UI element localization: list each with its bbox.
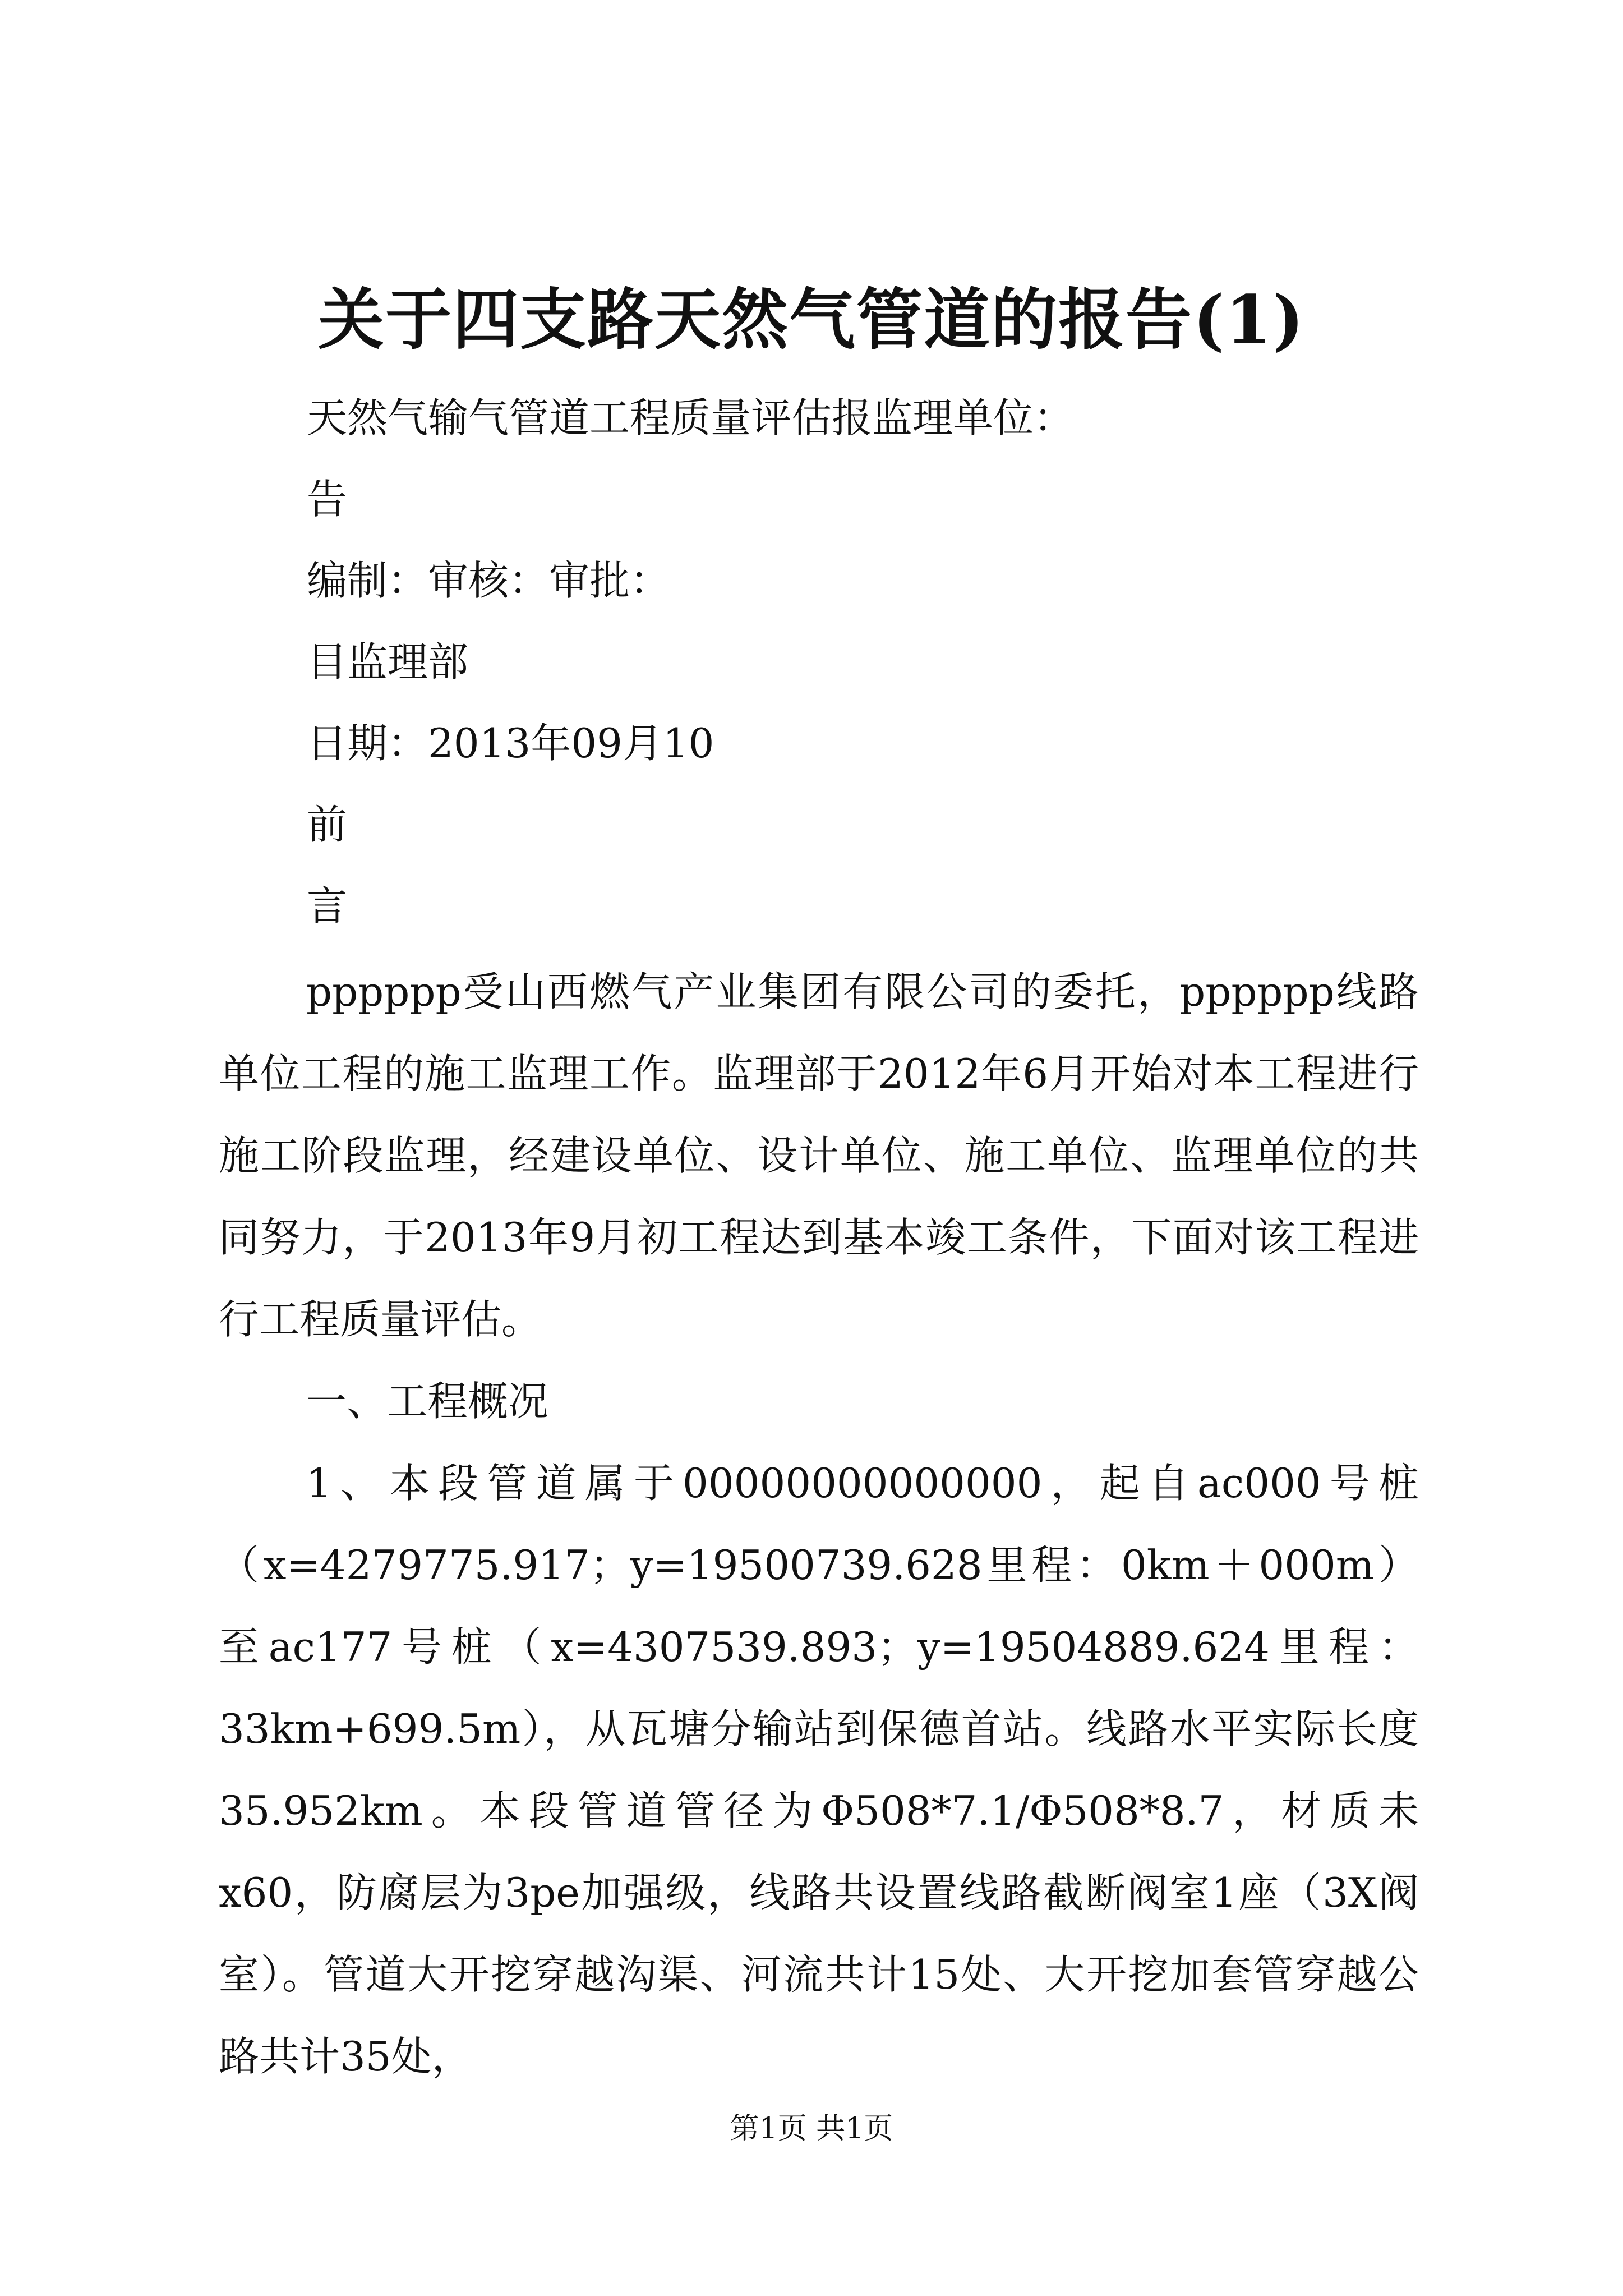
- preface-char-2: 言: [307, 882, 348, 930]
- section-heading: 一、工程概况: [306, 1378, 549, 1425]
- page-footer: 第1页 共1页: [730, 2112, 893, 2146]
- header-line-1: 天然气输气管道工程质量评估报监理单位：: [307, 394, 1075, 441]
- header-line-2: 告: [307, 476, 348, 523]
- preface-char-1: 前: [307, 801, 348, 848]
- document-title: 关于四支路天然气管道的报告(1): [318, 280, 1305, 358]
- paragraph-overview: 1、本段管道属于00000000000000，起自ac000号桩（x=4279775.917；y=19500739.628里程：0km＋000m）至ac177号桩（x=4307539.893；y=19504889.624里程：33km+699.5m），从瓦塘分输站到保德首站。线路水平实际长度35.952km。本段管道管径为Φ508*7.1/Φ508*8.7，材质未x60，防腐层为3pe加强级，线路共设置线路截断阀室1座（3X阀室）。管道大开挖穿越沟渠、河流共计15处、大开挖加套管穿越公路共计35处，: [219, 1460, 1419, 2080]
- header-line-4: 目监理部: [307, 638, 469, 685]
- paragraph-intro: pppppp受山西燃气产业集团有限公司的委托，pppppp线路单位工程的施工监理工作。监理部于2012年6月开始对本工程进行施工阶段监理，经建设单位、设计单位、施工单位、监理单位的共同努力，于2013年9月初工程达到基本竣工条件，下面对该工程进行工程质量评估。: [219, 968, 1419, 1343]
- date-line: 日期：2013年09月10: [307, 720, 714, 767]
- header-line-3: 编制：审核：审批：: [307, 557, 671, 604]
